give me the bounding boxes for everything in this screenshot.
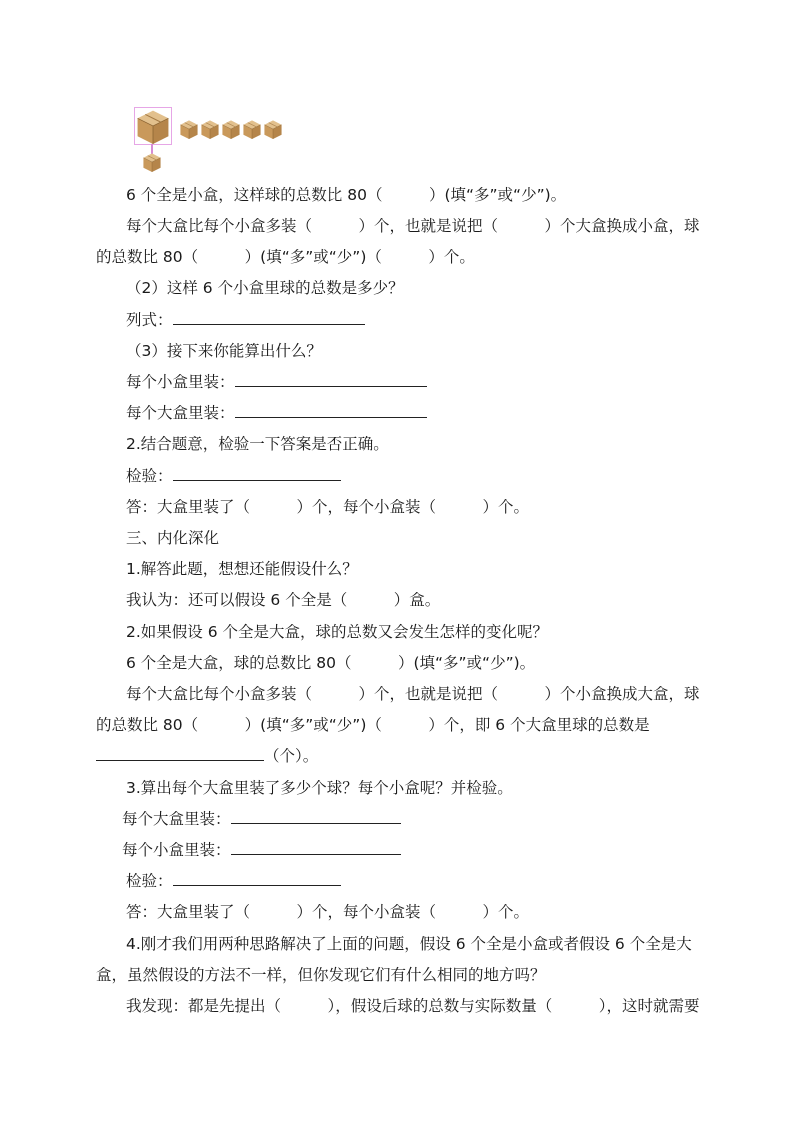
small-box-image bbox=[143, 152, 161, 172]
text-line bbox=[126, 466, 341, 486]
text-line: 我发现：都是先提出（ ），假设后球的总数与实际数量（ ），这时就需要 bbox=[126, 997, 700, 1015]
small-box-icon bbox=[242, 119, 262, 139]
small-box-2 bbox=[200, 119, 220, 139]
label: 每个大盒里装： bbox=[122, 810, 231, 828]
text-line: 盒，虽然假设的方法不一样，但你发现它们有什么相同的地方吗？ bbox=[96, 966, 546, 984]
text-line: （2）这样 6 个小盒里球的总数是多少？ bbox=[126, 279, 404, 297]
small-box-icon bbox=[200, 119, 220, 139]
text-line bbox=[126, 871, 341, 891]
answer-blank[interactable] bbox=[231, 809, 401, 824]
label: 每个小盒里装： bbox=[126, 373, 235, 391]
small-box-icon bbox=[179, 119, 199, 139]
label: 检验： bbox=[126, 467, 173, 485]
small-box-icon bbox=[221, 119, 241, 139]
answer-blank[interactable] bbox=[231, 840, 401, 855]
answer-blank[interactable] bbox=[235, 372, 427, 387]
answer-blank[interactable] bbox=[235, 403, 427, 418]
text-line bbox=[96, 746, 318, 766]
text-line: 2.如果假设 6 个全是大盒，球的总数又会发生怎样的变化呢？ bbox=[126, 623, 549, 641]
answer-blank[interactable] bbox=[173, 871, 341, 886]
text-line: 6 个全是小盒，这样球的总数比 80（ ）(填“多”或“少”)。 bbox=[126, 186, 567, 204]
text-line: 1.解答此题，想想还能假设什么？ bbox=[126, 560, 358, 578]
large-box-icon bbox=[135, 108, 171, 144]
small-box-1 bbox=[179, 119, 199, 139]
text-line bbox=[126, 310, 365, 330]
text-line bbox=[122, 809, 401, 829]
text-line: 答：大盒里装了（ ）个，每个小盒装（ ）个。 bbox=[126, 498, 530, 516]
text-line: 答：大盒里装了（ ）个，每个小盒装（ ）个。 bbox=[126, 903, 530, 921]
section-heading: 三、内化深化 bbox=[126, 529, 220, 547]
small-box-4 bbox=[242, 119, 262, 139]
text-line: 我认为：还可以假设 6 个全是（ ）盒。 bbox=[126, 591, 441, 609]
text-line: 的总数比 80（ ）(填“多”或“少”)（ ）个，即 6 个大盒里球的总数是 bbox=[96, 716, 650, 734]
text-line: （3）接下来你能算出什么？ bbox=[126, 342, 322, 360]
label: （个）。 bbox=[264, 747, 319, 765]
small-box-3 bbox=[221, 119, 241, 139]
large-box-image bbox=[134, 107, 172, 145]
answer-blank[interactable] bbox=[173, 310, 365, 325]
small-box-5 bbox=[263, 119, 283, 139]
answer-blank[interactable] bbox=[96, 746, 264, 761]
text-line: 2.结合题意，检验一下答案是否正确。 bbox=[126, 435, 389, 453]
text-line: 每个大盒比每个小盒多装（ ）个，也就是说把（ ）个小盒换成大盒，球 bbox=[126, 685, 700, 703]
text-line: 3.算出每个大盒里装了多少个球？每个小盒呢？并检验。 bbox=[126, 779, 513, 797]
text-line bbox=[126, 372, 427, 392]
text-line: 4.刚才我们用两种思路解决了上面的问题，假设 6 个全是小盒或者假设 6 个全是大 bbox=[126, 935, 692, 953]
text-line bbox=[126, 403, 427, 423]
label: 每个小盒里装： bbox=[122, 841, 231, 859]
text-line: 6 个全是大盒，球的总数比 80（ ）(填“多”或“少”)。 bbox=[126, 654, 536, 672]
label: 每个大盒里装： bbox=[126, 404, 235, 422]
answer-blank[interactable] bbox=[173, 466, 341, 481]
label: 检验： bbox=[126, 872, 173, 890]
text-line: 的总数比 80（ ）(填“多”或“少”)（ ）个。 bbox=[96, 248, 475, 266]
small-box-icon bbox=[143, 152, 161, 172]
label: 列式： bbox=[126, 311, 173, 329]
text-line: 每个大盒比每个小盒多装（ ）个，也就是说把（ ）个大盒换成小盒，球 bbox=[126, 217, 700, 235]
small-box-icon bbox=[263, 119, 283, 139]
text-line bbox=[122, 840, 401, 860]
